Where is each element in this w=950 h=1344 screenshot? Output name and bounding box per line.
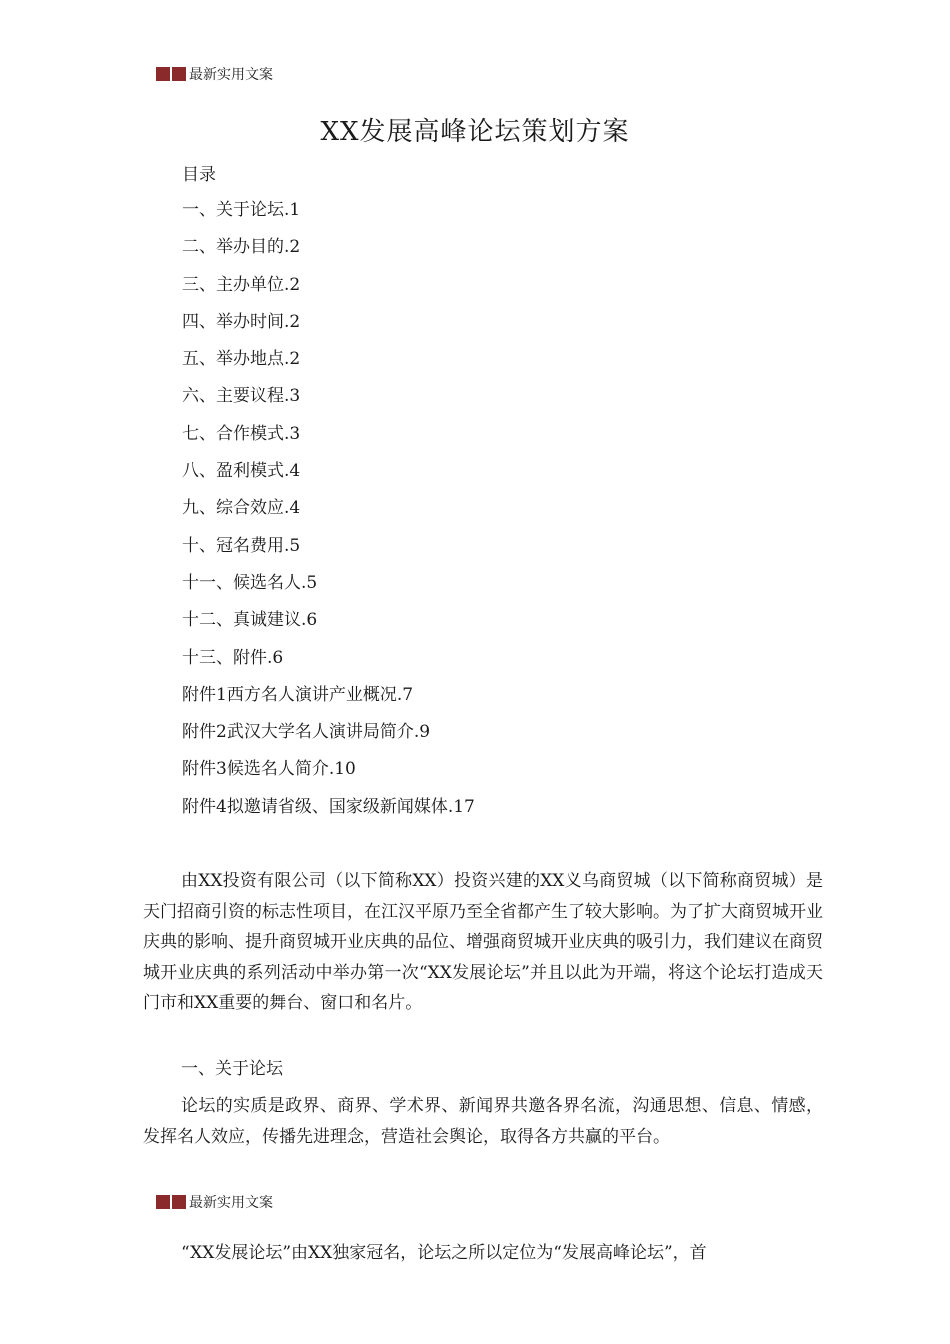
toc-item: 附件2武汉大学名人演讲局简介.9 bbox=[182, 722, 431, 743]
toc-item: 一、关于论坛.1 bbox=[182, 200, 301, 220]
header-mark-icon bbox=[156, 1195, 186, 1209]
toc-item: 八、盈利模式.4 bbox=[182, 461, 301, 482]
toc-item: 附件1西方名人演讲产业概况.7 bbox=[182, 684, 414, 705]
toc-item: 三、主办单位.2 bbox=[182, 274, 301, 295]
next-page-paragraph: “XX发展论坛”由XX独家冠名，论坛之所以定位为“发展高峰论坛”，首 bbox=[181, 1243, 707, 1263]
toc-item: 九、综合效应.4 bbox=[182, 498, 301, 519]
header-label: 最新实用文案 bbox=[189, 67, 273, 83]
toc-item: 附件3候选名人简介.10 bbox=[182, 759, 356, 780]
page-header bbox=[156, 1192, 273, 1212]
toc-item: 附件4拟邀请省级、国家级新闻媒体.17 bbox=[182, 796, 475, 817]
header-label: 最新实用文案 bbox=[189, 1195, 273, 1211]
toc-item: 十、冠名费用.5 bbox=[182, 535, 301, 556]
intro-paragraph: 由XX投资有限公司（以下简称XX）投资兴建的XX义乌商贸城（以下简称商贸城）是天门招商引资的标志性项目，在江汉平原乃至全省都产生了较大影响。为了扩大商贸城开业庆典的影响、提升商贸城开业庆典的品位、增强商贸城开业庆典的吸引力，我们建议在商贸城开业庆典的系列活动中举办第一次“XX发展论坛”并且以此为开端，将这个论坛打造成天门市和XX重要的舞台、窗口和名片。 bbox=[143, 871, 823, 1013]
table-of-contents bbox=[182, 198, 475, 832]
section-heading: 一、关于论坛 bbox=[181, 1059, 283, 1079]
toc-item: 二、举办目的.2 bbox=[182, 237, 301, 258]
toc-item: 十二、真诚建议.6 bbox=[182, 610, 318, 631]
toc-heading: 目录 bbox=[182, 165, 216, 185]
toc-item: 十一、候选名人.5 bbox=[182, 572, 318, 593]
section-paragraph: 论坛的实质是政界、商界、学术界、新闻界共邀各界名流，沟通思想、信息、情感，发挥名人效应，传播先进理念，营造社会舆论，取得各方共赢的平台。 bbox=[143, 1096, 823, 1147]
toc-item: 十三、附件.6 bbox=[182, 647, 284, 668]
header-mark-icon bbox=[156, 67, 186, 81]
toc-item: 六、主要议程.3 bbox=[182, 386, 301, 407]
toc-item: 四、举办时间.2 bbox=[182, 311, 301, 332]
document-title: XX发展高峰论坛策划方案 bbox=[320, 117, 630, 147]
toc-item: 五、举办地点.2 bbox=[182, 349, 301, 370]
page-header bbox=[156, 64, 273, 84]
toc-item: 七、合作模式.3 bbox=[182, 423, 301, 444]
